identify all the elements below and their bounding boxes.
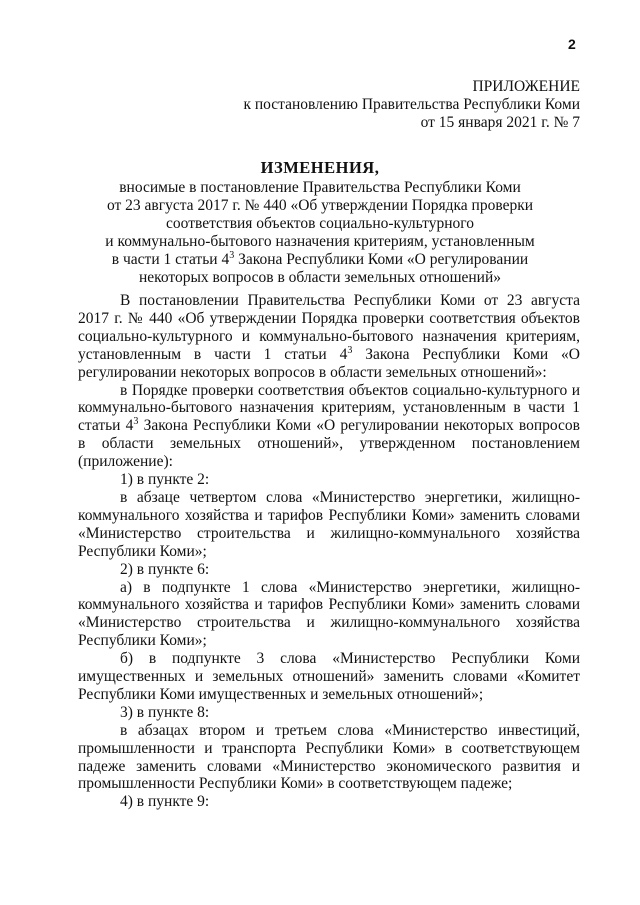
document-title [60,159,580,287]
paragraph: 2) в пункте 6: [120,560,210,578]
title-line: от 23 августа 2017 г. № 440 «Об утверждении Порядка проверки [106,197,534,214]
appendix-line-1: к постановлению Правительства Республики Коми [243,96,580,113]
paragraph: в Порядке проверки соответствия объектов социально-культурного и коммунально-бытового назначения критериям, установленным в части 1 статьи $4^3$ Закона Республики Коми «О регулировании некоторых вопросов в области земельных отношений», утвержденном постановлением (приложение): [78,381,580,471]
title-line: в части 1 статьи $4^3$ Закона Республики Коми «О регулировании [111,249,529,268]
paragraph: В постановлении Правительства Республики Коми от 23 августа 2017 г. № 440 «Об утверждении Порядка проверки соответствия объектов социально-культурного и коммунально-бытового назначения критериям, установленным в части 1 статьи $4^3$ Закона Республики Коми «О регулировании некоторых вопросов в области земельных отношений»: [78,292,580,381]
title-heading: ИЗМЕНЕНИЯ, [260,158,380,177]
paragraph: 3) в пункте 8: [120,703,210,721]
appendix-title: ПРИЛОЖЕНИЕ [472,78,580,95]
paragraph: 4) в пункте 9: [120,793,210,811]
title-line: и коммунально-бытового назначения критериям, установленным [105,233,535,250]
title-line: соответствия объектов социально-культурного [166,215,474,232]
appendix-header [160,78,580,132]
document-body [78,292,580,811]
appendix-line-2: от 15 января 2021 г. № 7 [420,114,580,131]
title-line: вносимые в постановление Правительства Республики Коми [119,179,521,196]
paragraph: в абзаце четвертом слова «Министерство энергетики, жилищно-коммунального хозяйства и тарифов Республики Коми» заменить словами «Министерство строительства и жилищно-коммунального хозяйства Республики Коми»; [78,488,580,560]
page-number: 2 [568,36,576,52]
paragraph: б) в подпункте 3 слова «Министерство Республики Коми имущественных и земельных отношений» заменить словами «Комитет Республики Коми имущественных и земельных отношений»; [78,650,580,703]
paragraph: а) в подпункте 1 слова «Министерство энергетики, жилищно-коммунального хозяйства и тарифов Республики Коми» заменить словами «Министерство строительства и жилищно-коммунального хозяйства Республики Коми»; [78,578,580,650]
paragraph: 1) в пункте 2: [120,471,210,489]
title-line: некоторых вопросов в области земельных отношений» [138,269,502,286]
paragraph: в абзацах втором и третьем слова «Министерство инвестиций, промышленности и транспорта Республики Коми» в соответствующем падеже заменить словами «Министерство экономического развития и промышленности Республики Коми» в соответствующем падеже; [78,721,580,793]
